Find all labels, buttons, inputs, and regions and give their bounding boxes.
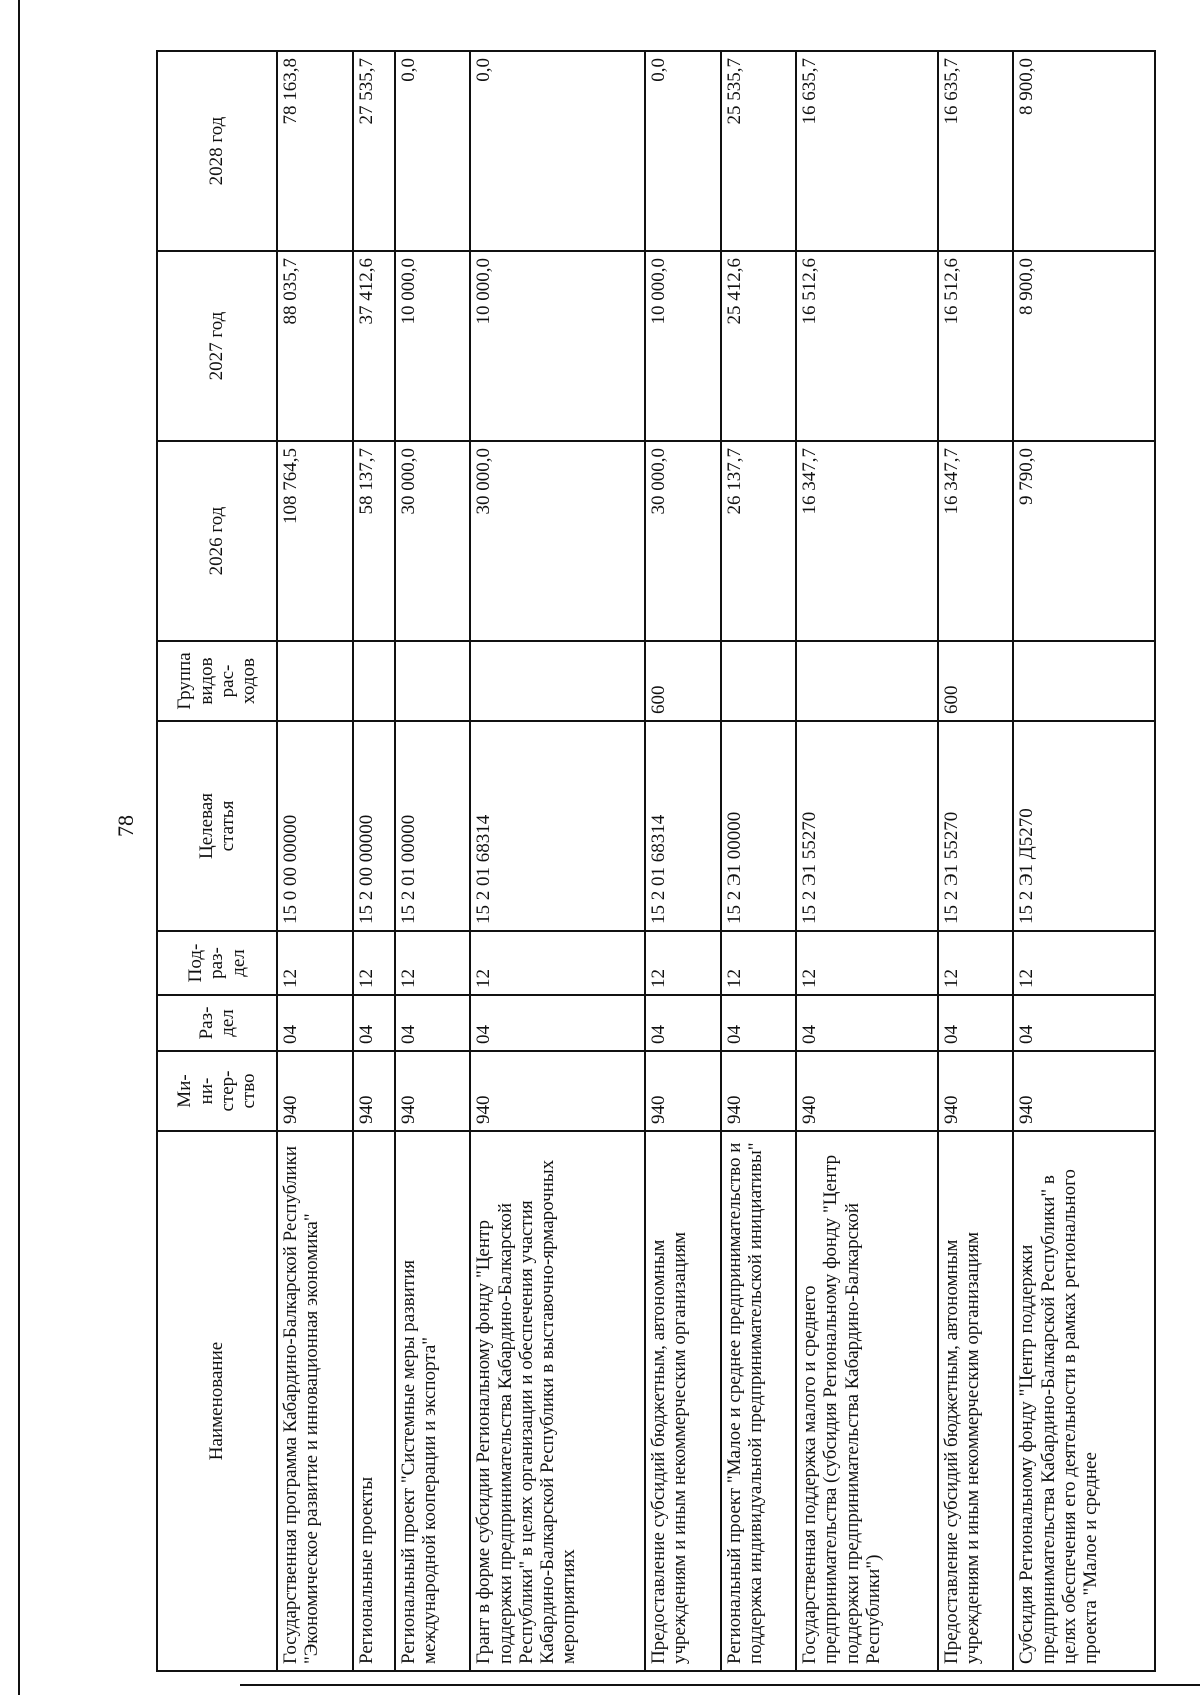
header-section: Раз- дел	[157, 995, 277, 1051]
row-subsection: 12	[938, 931, 1014, 995]
page-left-edge	[18, 0, 20, 1695]
row-expense-group	[470, 641, 645, 721]
row-name: Региональный проект "Малое и среднее предпринимательство и поддержка индивидуальной предпринимательской инициативы"	[721, 1131, 797, 1671]
row-section: 04	[277, 995, 353, 1051]
row-subsection: 12	[395, 931, 471, 995]
row-section: 04	[395, 995, 471, 1051]
row-subsection: 12	[645, 931, 721, 995]
table-row	[395, 51, 471, 1671]
row-amount-2026: 16 347,7	[938, 441, 1014, 641]
row-ministry: 940	[645, 1051, 721, 1131]
row-name: Региональные проекты	[353, 1131, 395, 1671]
row-amount-2027: 10 000,0	[470, 251, 645, 441]
row-amount-2027: 10 000,0	[395, 251, 471, 441]
row-name: Региональный проект "Системные меры развития международной кооперации и экспорта"	[395, 1131, 471, 1671]
row-target-article: 15 2 Э1 55270	[938, 721, 1014, 931]
row-section: 04	[645, 995, 721, 1051]
row-subsection: 12	[1013, 931, 1155, 995]
row-expense-group	[395, 641, 471, 721]
row-name: Субсидия Региональному фонду "Центр поддержки предпринимательства Кабардино-Балкарской Республики" в целях обеспечения его деятельности в рамках регионального проекта "Малое и среднее	[1013, 1131, 1155, 1671]
row-subsection: 12	[353, 931, 395, 995]
row-expense-group: 600	[645, 641, 721, 721]
row-section: 04	[1013, 995, 1155, 1051]
row-amount-2027: 25 412,6	[721, 251, 797, 441]
row-section: 04	[938, 995, 1014, 1051]
row-amount-2026: 30 000,0	[395, 441, 471, 641]
header-name: Наименование	[157, 1131, 277, 1671]
row-subsection: 12	[277, 931, 353, 995]
header-target-article: Целевая статья	[157, 721, 277, 931]
row-ministry: 940	[721, 1051, 797, 1131]
row-target-article: 15 2 Э1 55270	[796, 721, 938, 931]
table-row	[721, 51, 797, 1671]
header-expense-group: Группа видов рас- ходов	[157, 641, 277, 721]
row-amount-2027: 88 035,7	[277, 251, 353, 441]
header-year-2027: 2027 год	[157, 251, 277, 441]
row-name: Предоставление субсидий бюджетным, автономным учреждениям и иным некоммерческим организациям	[645, 1131, 721, 1671]
row-amount-2026: 108 764,5	[277, 441, 353, 641]
row-target-article: 15 2 00 00000	[353, 721, 395, 931]
row-amount-2028: 0,0	[645, 51, 721, 251]
row-amount-2026: 9 790,0	[1013, 441, 1155, 641]
row-expense-group	[277, 641, 353, 721]
row-name: Грант в форме субсидии Региональному фонду "Центр поддержки предпринимательства Кабардино-Балкарской Республики" в целях организации и обеспечения участия Кабардино-Балкарской Республики в выставочно-ярмарочных мероприятиях	[470, 1131, 645, 1671]
table-row	[470, 51, 645, 1671]
row-amount-2027: 37 412,6	[353, 251, 395, 441]
row-section: 04	[796, 995, 938, 1051]
table-row	[1013, 51, 1155, 1671]
row-ministry: 940	[1013, 1051, 1155, 1131]
row-amount-2026: 26 137,7	[721, 441, 797, 641]
table-row	[938, 51, 1014, 1671]
row-expense-group	[353, 641, 395, 721]
row-target-article: 15 2 Э1 00000	[721, 721, 797, 931]
row-subsection: 12	[796, 931, 938, 995]
row-subsection: 12	[470, 931, 645, 995]
row-amount-2026: 30 000,0	[470, 441, 645, 641]
row-ministry: 940	[395, 1051, 471, 1131]
row-amount-2027: 16 512,6	[938, 251, 1014, 441]
row-expense-group	[1013, 641, 1155, 721]
row-expense-group	[796, 641, 938, 721]
row-amount-2027: 8 900,0	[1013, 251, 1155, 441]
row-target-article: 15 2 01 68314	[645, 721, 721, 931]
row-target-article: 15 0 00 00000	[277, 721, 353, 931]
row-amount-2027: 16 512,6	[796, 251, 938, 441]
row-amount-2028: 8 900,0	[1013, 51, 1155, 251]
table-row	[277, 51, 353, 1671]
row-target-article: 15 2 01 00000	[395, 721, 471, 931]
row-name: Государственная поддержка малого и среднего предпринимательства (субсидия Региональному фонду "Центр поддержки предпринимательства Кабардино-Балкарской Республики")	[796, 1131, 938, 1671]
row-subsection: 12	[721, 931, 797, 995]
row-expense-group	[721, 641, 797, 721]
row-amount-2028: 0,0	[395, 51, 471, 251]
budget-table	[156, 50, 1156, 1672]
row-name: Предоставление субсидий бюджетным, автономным учреждениям и иным некоммерческим организациям	[938, 1131, 1014, 1671]
row-name: Государственная программа Кабардино-Балкарской Республики "Экономическое развитие и инновационная экономика"	[277, 1131, 353, 1671]
row-section: 04	[470, 995, 645, 1051]
row-ministry: 940	[796, 1051, 938, 1131]
budget-table-container	[156, 52, 1156, 1672]
row-amount-2028: 0,0	[470, 51, 645, 251]
header-subsection: Под- раз- дел	[157, 931, 277, 995]
page-number: 78	[113, 815, 138, 837]
page-bottom-edge	[240, 1684, 1200, 1686]
table-row	[353, 51, 395, 1671]
row-target-article: 15 2 Э1 Д5270	[1013, 721, 1155, 931]
row-amount-2028: 16 635,7	[938, 51, 1014, 251]
row-amount-2028: 27 535,7	[353, 51, 395, 251]
row-amount-2027: 10 000,0	[645, 251, 721, 441]
row-amount-2026: 30 000,0	[645, 441, 721, 641]
header-year-2028: 2028 год	[157, 51, 277, 251]
row-amount-2028: 25 535,7	[721, 51, 797, 251]
header-ministry: Ми- ни- стер- ство	[157, 1051, 277, 1131]
row-ministry: 940	[277, 1051, 353, 1131]
header-row	[157, 51, 277, 1671]
row-target-article: 15 2 01 68314	[470, 721, 645, 931]
row-section: 04	[353, 995, 395, 1051]
table-row	[645, 51, 721, 1671]
table-row	[796, 51, 938, 1671]
row-expense-group: 600	[938, 641, 1014, 721]
row-amount-2026: 58 137,7	[353, 441, 395, 641]
row-amount-2028: 78 163,8	[277, 51, 353, 251]
row-ministry: 940	[938, 1051, 1014, 1131]
row-section: 04	[721, 995, 797, 1051]
row-ministry: 940	[470, 1051, 645, 1131]
row-ministry: 940	[353, 1051, 395, 1131]
row-amount-2026: 16 347,7	[796, 441, 938, 641]
row-amount-2028: 16 635,7	[796, 51, 938, 251]
header-year-2026: 2026 год	[157, 441, 277, 641]
